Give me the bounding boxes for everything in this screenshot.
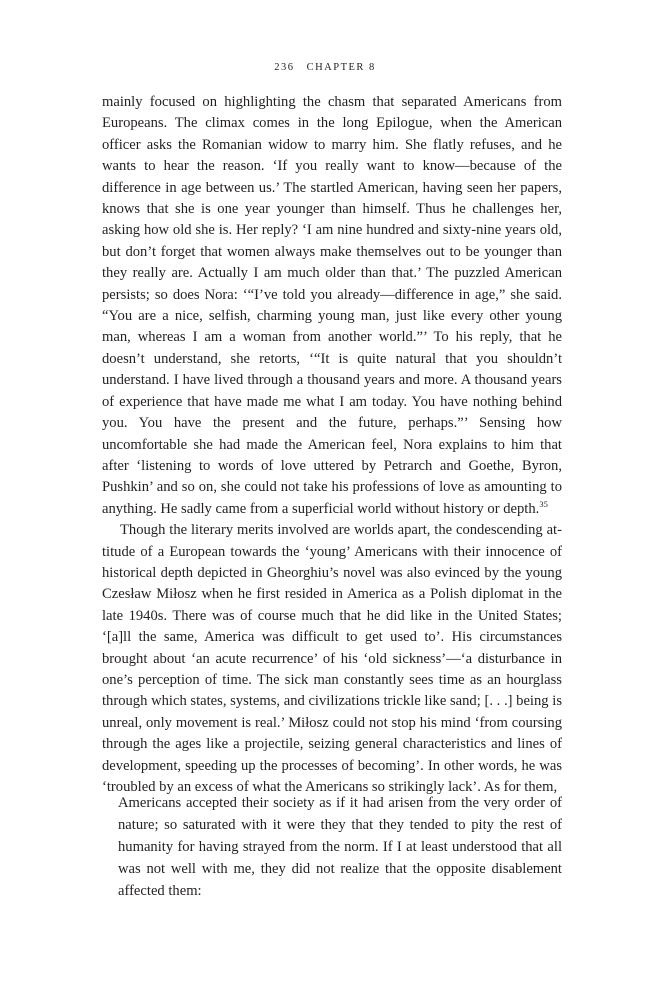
page-number: 236: [274, 62, 295, 73]
body-text: [102, 92, 562, 798]
paragraph-text: Though the literary merits involved are worlds apart, the condescending attitude of a European towards the ‘young’ Americans with their innocence of historical depth depicted in Gheorghiu’s novel was also evinced by the young Czesław Miłosz when he first resided in America as a Polish diplomat in the late 1940s. There was of course much that he did like in the United States; ‘[a]ll the same, America was difficult to get used to’. His circumstances brought about ‘an acute recurrence’ of his ‘old sickness’—‘a disturbance in one’s perception of time. The sick man constantly sees time as an hourglass through which states, systems, and civilizations trickle like sand; [. . .] being is unreal, only movement is real.’ Miłosz could not stop his mind ‘from coursing through the ages like a projectile, seizing general characteristics and lines of development, speeding up the processes of becoming’. In other words, he was ‘troubled by an excess of what the Americans so strikingly lack’. As for them,: [102, 522, 562, 795]
block-quote: [118, 792, 562, 902]
paragraph: [102, 520, 562, 798]
footnote-marker: 35: [539, 498, 548, 509]
block-quote-text: Americans accepted their society as if it had arisen from the very order of nature; so saturated with it were they that they tended to pity the rest of humanity for having strayed from the norm. If I at least understood that all was not well with me, they did not realize that the opposite disablement affected them:: [118, 795, 562, 899]
paragraph-text: mainly focused on highlighting the chasm that separated Americans from Europeans. The climax comes in the long Epilogue, when the American officer asks the Romanian widow to marry him. She flatly refuses, and he wants to hear the reason. ‘If you really want to know—because of the difference in age between us.’ The startled American, having seen her papers, knows that she is one year younger than himself. Thus he challenges her, asking how old she is. Her reply? ‘I am nine hundred and sixty-nine years old, but don’t forget that women always make themselves out to be younger than they really are. Actually I am much older than that.’ The puzzled American persists; so does Nora: ‘“I’ve told you already—difference in age,” she said. “You are a nice, selfish, charming young man, just like every other young man, whereas I am a woman from another world.”’ To his reply, that he doesn’t understand, she retorts, ‘“It is quite natural that you shouldn’t understand. I have lived through a thousand years and more. A thousand years of experience that have made me what I am today. You have nothing behind you. You have the present and the future, perhaps.”’ Sensing how uncomfortable she had made the American feel, Nora explains to him that after ‘listening to words of love uttered by Petrarch and Goethe, Byron, Pushkin’ and so on, she could not take his professions of love as amounting to anything. He sadly came from a superficial world without history or depth.: [102, 94, 562, 517]
chapter-label: CHAPTER 8: [306, 62, 376, 73]
running-head: [0, 61, 650, 75]
paragraph: [102, 92, 562, 520]
